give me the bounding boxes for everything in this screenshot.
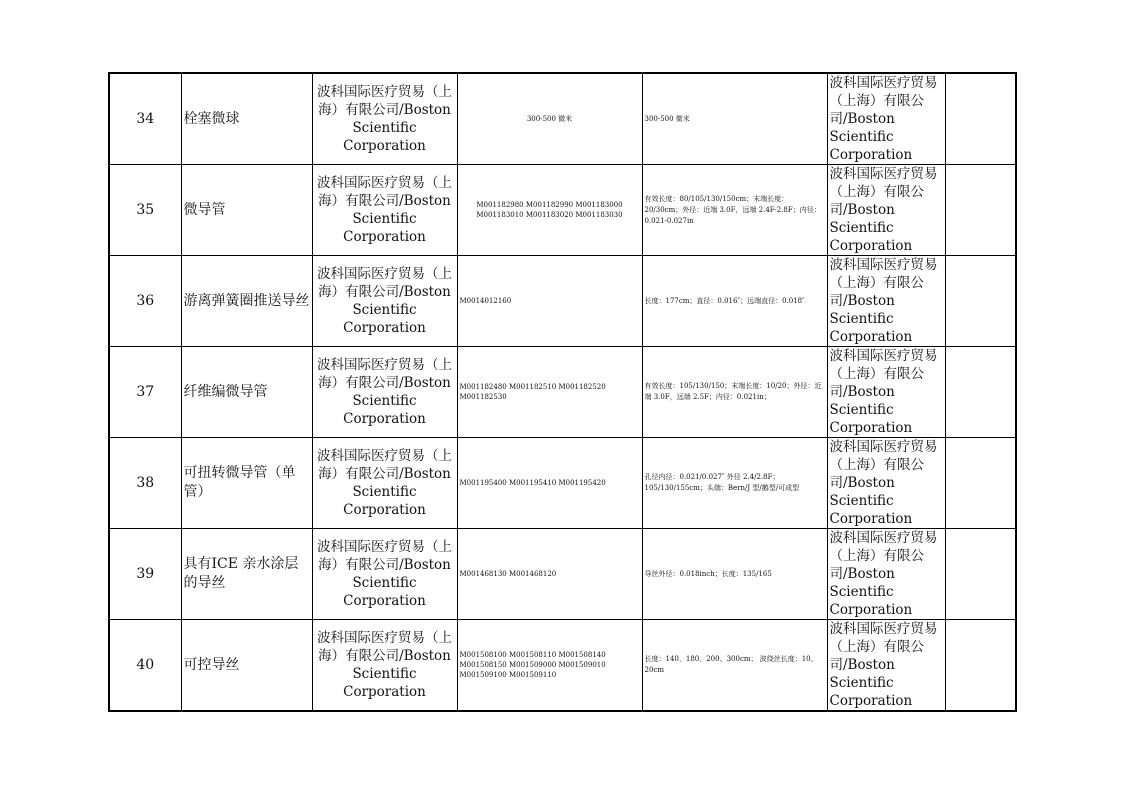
applicant: 波科国际医疗贸易（上海）有限公司/Boston Scientific Corporation (827, 256, 945, 347)
remarks (945, 529, 1016, 620)
applicant: 波科国际医疗贸易（上海）有限公司/Boston Scientific Corporation (827, 438, 945, 529)
applicant: 波科国际医疗贸易（上海）有限公司/Boston Scientific Corporation (827, 529, 945, 620)
table-row (109, 165, 1016, 256)
row-number: 34 (109, 73, 181, 165)
model-numbers: M001182480 M001182510 M001182520 M001182530 (457, 347, 642, 438)
manufacturer: 波科国际医疗贸易（上海）有限公司/Boston Scientific Corporation (312, 438, 457, 529)
table-row (109, 529, 1016, 620)
product-name: 可控导丝 (181, 620, 312, 712)
model-numbers: M001508100 M001508110 M001508140 M001508150 M001509000 M001509010 M001509100 M001509110 (457, 620, 642, 712)
manufacturer: 波科国际医疗贸易（上海）有限公司/Boston Scientific Corporation (312, 529, 457, 620)
table-row (109, 347, 1016, 438)
remarks (945, 165, 1016, 256)
product-name: 游离弹簧圈推送导丝 (181, 256, 312, 347)
remarks (945, 73, 1016, 165)
specification: 300-500 微米 (642, 73, 827, 165)
manufacturer: 波科国际医疗贸易（上海）有限公司/Boston Scientific Corporation (312, 165, 457, 256)
remarks (945, 256, 1016, 347)
applicant: 波科国际医疗贸易（上海）有限公司/Boston Scientific Corporation (827, 165, 945, 256)
row-number: 39 (109, 529, 181, 620)
specification: 孔径内径：0.021/0.027″ 外径 2.4/2.8F；105/130/155cm；头端：Bern/J 型/鹅型/可成型 (642, 438, 827, 529)
row-number: 37 (109, 347, 181, 438)
applicant: 波科国际医疗贸易（上海）有限公司/Boston Scientific Corporation (827, 73, 945, 165)
remarks (945, 438, 1016, 529)
manufacturer: 波科国际医疗贸易（上海）有限公司/Boston Scientific Corporation (312, 620, 457, 712)
row-number: 36 (109, 256, 181, 347)
manufacturer: 波科国际医疗贸易（上海）有限公司/Boston Scientific Corporation (312, 256, 457, 347)
product-name: 纤维编微导管 (181, 347, 312, 438)
specification: 有效长度：80/105/130/150cm；末端长度：20/30cm；外径：近端 3.0F，远端 2.4F-2.8F；内径：0.021-0.027in (642, 165, 827, 256)
applicant: 波科国际医疗贸易（上海）有限公司/Boston Scientific Corporation (827, 347, 945, 438)
model-numbers: M0014012160 (457, 256, 642, 347)
product-name: 可扭转微导管（单管） (181, 438, 312, 529)
model-numbers: 300-500 微米 (457, 73, 642, 165)
model-numbers: M001468130 M001468120 (457, 529, 642, 620)
product-table (108, 72, 1017, 712)
model-numbers: M001195400 M001195410 M001195420 (457, 438, 642, 529)
specification: 导丝外径：0.018inch；长度：135/165 (642, 529, 827, 620)
applicant: 波科国际医疗贸易（上海）有限公司/Boston Scientific Corporation (827, 620, 945, 712)
remarks (945, 620, 1016, 712)
product-name: 具有ICE 亲水涂层的导丝 (181, 529, 312, 620)
table-row (109, 256, 1016, 347)
row-number: 40 (109, 620, 181, 712)
row-number: 38 (109, 438, 181, 529)
product-table-body (109, 73, 1016, 711)
product-name: 微导管 (181, 165, 312, 256)
model-numbers: M001182980 M001182990 M001183000 M001183010 M001183020 M001183030 (457, 165, 642, 256)
table-row (109, 438, 1016, 529)
product-name: 栓塞微球 (181, 73, 312, 165)
row-number: 35 (109, 165, 181, 256)
table-row (109, 620, 1016, 712)
table-row (109, 73, 1016, 165)
specification: 长度：177cm；直径：0.016″；远端直径：0.018″ (642, 256, 827, 347)
manufacturer: 波科国际医疗贸易（上海）有限公司/Boston Scientific Corporation (312, 73, 457, 165)
remarks (945, 347, 1016, 438)
specification: 有效长度：105/130/150；末端长度：10/20；外径：近端 3.0F，远端 2.5F；内径：0.021in； (642, 347, 827, 438)
specification: 长度：140、180、200、300cm； 波绕丝长度：10、20cm (642, 620, 827, 712)
manufacturer: 波科国际医疗贸易（上海）有限公司/Boston Scientific Corporation (312, 347, 457, 438)
